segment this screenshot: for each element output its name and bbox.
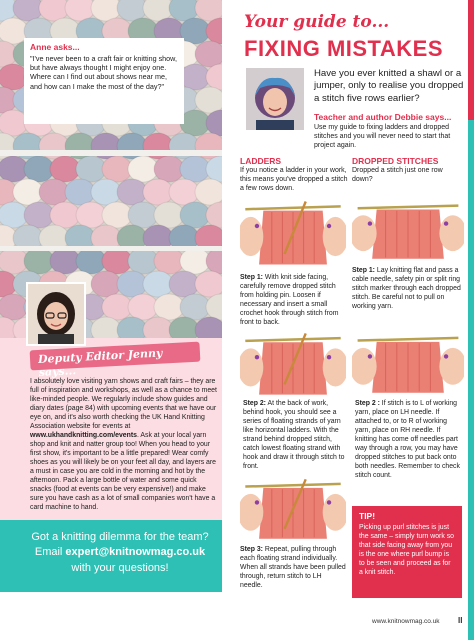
ladders-step3-text xyxy=(240,546,346,591)
tip-text: Picking up purl stitches is just the same – simply turn work so that side facing away from you is the one where purl bump is to be seen and proceed as for a knit stitch. xyxy=(359,524,454,576)
teacher-title: Teacher and author Debbie says... xyxy=(314,112,452,122)
answer-text-part1: I absolutely love visiting yarn shows and craft fairs – they are full of inspiration and workshops, as well as a chance to meet like-minded people. We regularly include show guides and diary dates (page 84) with upcoming events that we have our eye on, and it's also worth checking the UK Hand Knitting Association website for events at xyxy=(30,378,217,430)
knitting-illustration xyxy=(240,330,346,398)
dropped-stitches-title: DROPPED STITCHES xyxy=(352,156,439,166)
ladders-step3-image xyxy=(240,476,346,542)
yarn-skein xyxy=(195,87,222,113)
page-marker: II xyxy=(458,616,463,625)
nail-polish xyxy=(444,221,448,225)
page-edge-accent xyxy=(468,0,474,120)
nail-polish xyxy=(368,221,372,225)
nail-polish xyxy=(255,500,259,504)
knitting-illustration xyxy=(240,198,346,268)
step-body: With knit side facing, carefully remove dropped stitch from holding pin. Loosen if necessary and insert a small crochet hook through stitch from front to back. xyxy=(240,274,339,326)
teacher-text: Use my guide to fixing ladders and dropped stitches and you will never need to start that project again. xyxy=(314,124,451,150)
guide-title: FIXING MISTAKES xyxy=(244,36,443,61)
nail-polish xyxy=(327,355,331,359)
knitting-illustration xyxy=(352,330,464,396)
ladders-step2-image xyxy=(240,330,346,398)
cta-email-link[interactable]: expert@knitnowmag.co.uk xyxy=(65,546,206,559)
portrait-illustration xyxy=(28,284,84,344)
guide-intro: Have you ever knitted a shawl or a jumper, only to realise you dropped a stitch five rows earlier? xyxy=(314,68,464,104)
cta-line2 xyxy=(20,545,220,560)
nail-polish xyxy=(255,224,259,228)
guide-script-title: Your guide to... xyxy=(244,12,390,32)
dropped-step2-image xyxy=(352,330,464,396)
ladders-step1-text xyxy=(240,274,346,328)
step-body: If stitch is to L of working yarn, place on LH needle. If attached to, or to R of working yarn, place on RH needle. If knitting has come off needles part way through a row, you may have dropped stitches to put back onto both needles. Remember to check stitch count. xyxy=(355,400,460,479)
cta-line1: Got a knitting dilemma for the team? xyxy=(31,531,209,543)
footer-url[interactable]: www.knitnowmag.co.uk xyxy=(372,618,440,625)
yarn-skein xyxy=(195,179,222,205)
nail-polish xyxy=(444,354,448,358)
dropped-step1-text xyxy=(352,267,464,312)
debbie-portrait xyxy=(244,66,306,132)
portrait-illustration xyxy=(246,68,304,130)
tip-box xyxy=(352,506,462,598)
step-label: Step 2: xyxy=(243,400,266,407)
jenny-portrait xyxy=(26,282,86,346)
question-text: "I've never been to a craft fair or knitting show, but have always thought I might enjoy one. Where can I find out about shows near me, and how can I make the most of the day?" xyxy=(30,54,177,91)
answer-heading: Deputy Editor Jenny says... xyxy=(30,342,201,371)
dropped-stitches-text: Dropped a stitch just one row down? xyxy=(352,167,443,184)
step-label: Step 1: xyxy=(240,274,263,281)
nail-polish xyxy=(255,355,259,359)
cta-email-prefix: Email xyxy=(34,546,66,559)
cta-line3: with your questions! xyxy=(71,561,169,574)
ladders-title: LADDERS xyxy=(240,156,282,166)
nail-polish xyxy=(327,224,331,228)
nail-polish xyxy=(327,500,331,504)
step-label: Step 3: xyxy=(240,546,263,553)
knitting-illustration xyxy=(352,198,464,262)
step-body: Lay knitting flat and pass a cable needle, safety pin or split ring stitch marker through each dropped stitch. Be careful not to pull on working yarn. xyxy=(352,267,461,310)
question-title: Anne asks... xyxy=(30,42,80,52)
knitting-illustration xyxy=(240,476,346,542)
events-link[interactable]: www.ukhandknitting.com/events xyxy=(30,431,137,439)
ladders-text: If you notice a ladder in your work, this means you've dropped a stitch a few rows down. xyxy=(240,167,348,193)
ladders-step1-image xyxy=(240,198,346,268)
dropped-step2-text xyxy=(355,400,463,481)
tip-title: TIP! xyxy=(359,511,376,521)
answer-text xyxy=(30,378,218,513)
ladders-step2-text xyxy=(243,400,347,472)
dropped-step1-image xyxy=(352,198,464,262)
step-body: At the back of work, behind hook, you should see a series of floating strands of yarn like horizontal ladders. With the strand behind dropped stitch, catch lowest floating strand with hook and draw it through stitch to front. xyxy=(243,400,345,470)
step-body: Repeat, pulling through each floating strand individually. When all strands have been pulled through, return stitch to LH needle. xyxy=(240,546,346,589)
yarn-skein xyxy=(195,271,222,297)
cta-text xyxy=(20,530,220,576)
answer-text-part2: . Ask at your local yarn shop and knit and natter group too! When you head to your first show, it's important to be a little prepared! Wear comfy shoes as you will likely be on your feet all day, and layers are a must in case you are cold in the morning and hot by the afternoon. Pack a large bottle of water and some quick snacks (food at events can be very expensive!) and make sure you have cash as a lot of small companies won't have a card machine to hand. xyxy=(30,431,217,511)
nail-polish xyxy=(368,354,372,358)
question-box xyxy=(24,38,184,124)
step-label: Step 2 : xyxy=(355,400,380,407)
step-label: Step 1: xyxy=(352,267,375,274)
yarn-skein xyxy=(195,41,222,67)
